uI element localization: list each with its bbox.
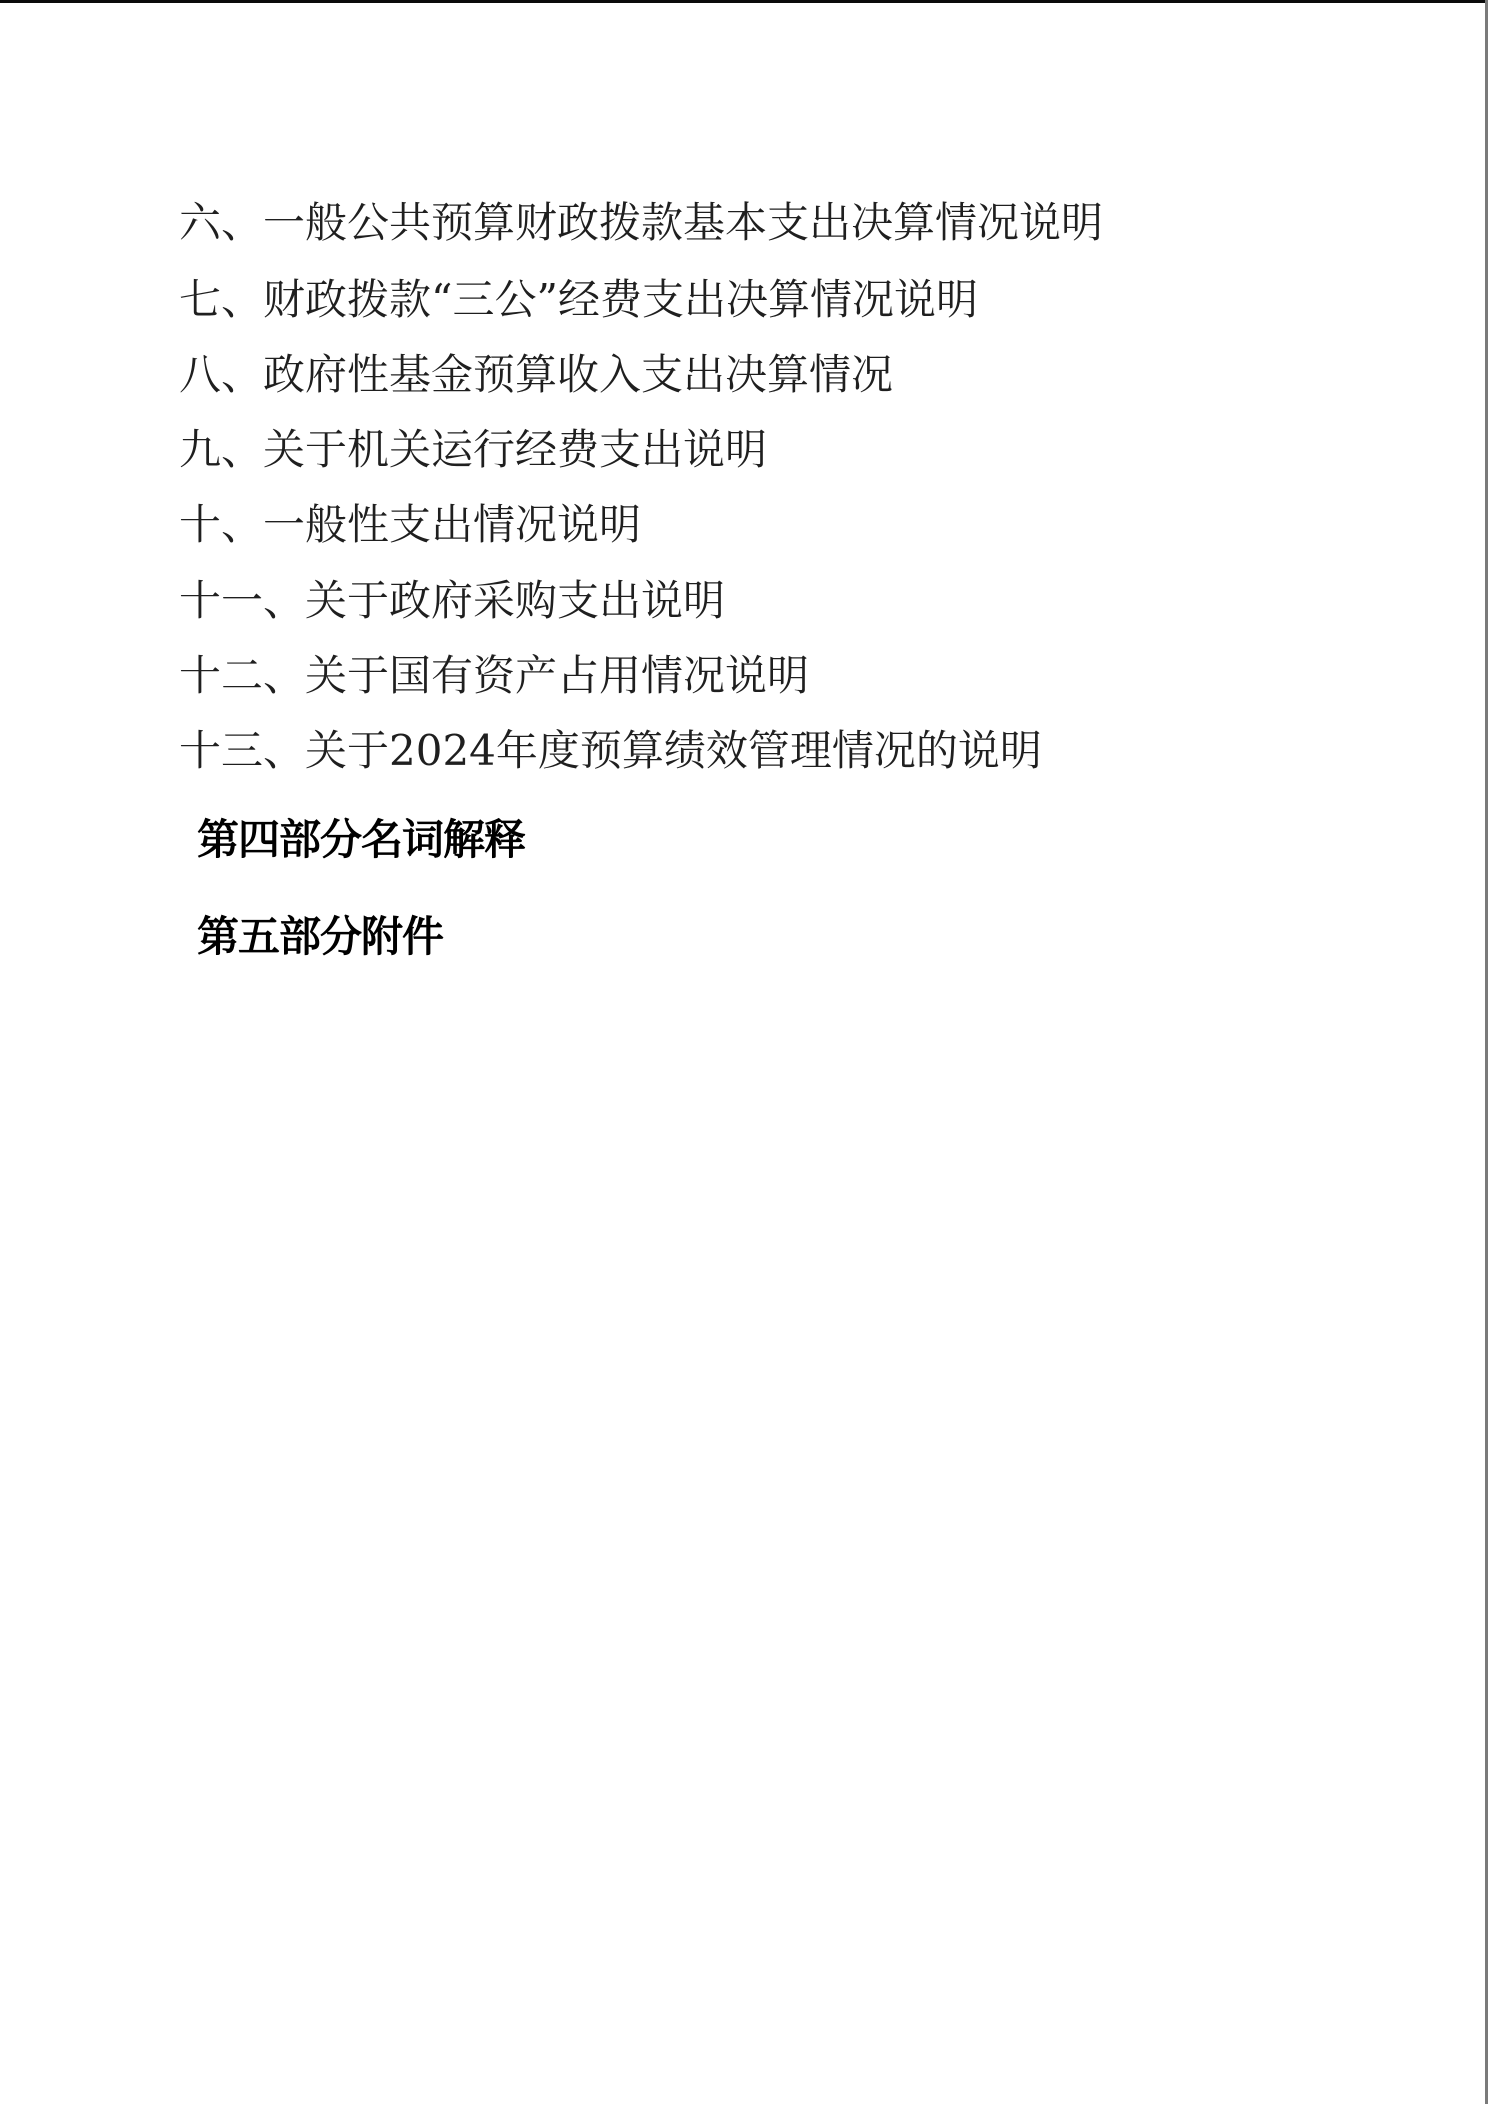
- toc-item-12: 十二、关于国有资产占用情况说明: [179, 651, 810, 700]
- toc-item-6: 六、一般公共预算财政拨款基本支出决算情况说明: [179, 198, 1104, 247]
- toc-item-10: 十、一般性支出情况说明: [179, 500, 642, 549]
- toc-item-8: 八、政府性基金预算收入支出决算情况: [179, 350, 894, 399]
- toc-item-11: 十一、关于政府采购支出说明: [179, 576, 726, 625]
- section-heading-part4: 第四部分名词解释: [197, 815, 526, 864]
- section-heading-part5: 第五部分附件: [197, 912, 444, 961]
- toc-item-9: 九、关于机关运行经费支出说明: [179, 425, 768, 474]
- page-top-border: [0, 0, 1488, 3]
- toc-item-7: 七、财政拨款“三公”经费支出决算情况说明: [179, 275, 978, 324]
- toc-item-13: 十三、关于2024年度预算绩效管理情况的说明: [179, 726, 1042, 775]
